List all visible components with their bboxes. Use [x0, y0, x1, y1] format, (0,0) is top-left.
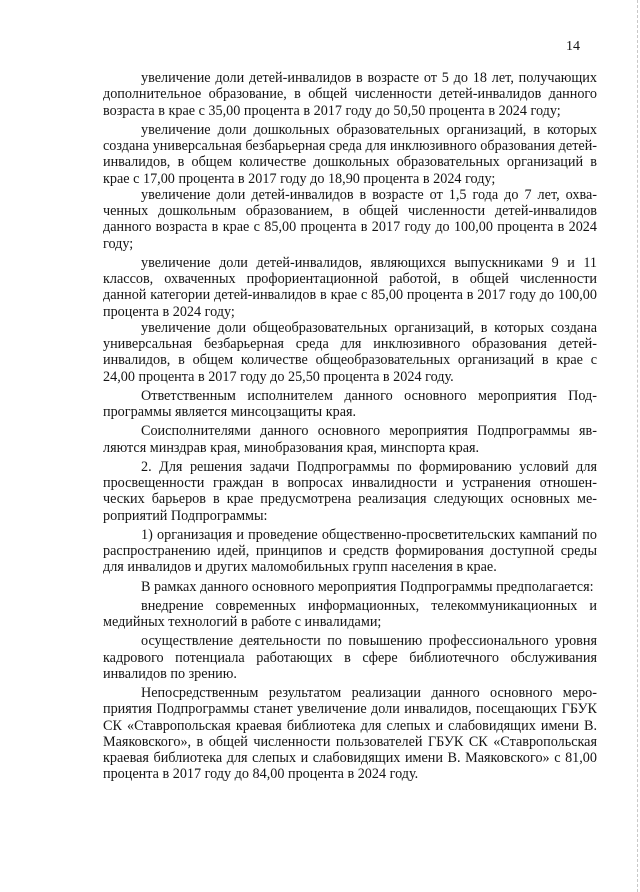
- paragraph-8: 2. Для решения задачи Подпрограммы по формированию условий для просвещенности граждан в вопросах инвалидности и устранения отношенческих барьеров в крае предусмотрена реализация следующих основных мероприятий Подпрограммы:: [103, 458, 597, 524]
- paragraph-11: внедрение современных информационных, телекоммуникационных и медийных технологий в работе с инвалидами;: [103, 597, 597, 630]
- paragraph-12: осуществление деятельности по повышению профессионального уровня кадрового потенциала работающих в сфере библиотечного обслуживания инвалидов по зрению.: [103, 633, 597, 682]
- scan-edge-line: [636, 0, 638, 892]
- paragraph-3: увеличение доли детей-инвалидов в возрасте от 1,5 года до 7 лет, охваченных дошкольным образованием, в общей численности детей-инвалидов данного возраста в крае с 85,00 процента в 2017 году до 100,00 процента в 2024 году;: [103, 186, 597, 252]
- paragraph-7: Соисполнителями данного основного мероприятия Подпрограммы являются минздрав края, минобразования края, минспорта края.: [103, 423, 597, 456]
- paragraph-1: увеличение доли детей-инвалидов в возрасте от 5 до 18 лет, получающих дополнительное образование, в общей численности детей-инвалидов данного возраста в крае с 35,00 процента в 2017 году до 50,50 процента в 2024 году;: [103, 70, 597, 119]
- paragraph-13: Непосредственным результатом реализации данного основного мероприятия Подпрограммы станет увеличение доли инвалидов, посещающих ГБУК СК «Ставропольская краевая библиотека для слепых и слабовидящих имени В. Маяковского», в общей численности пользователей ГБУК СК «Ставропольская краевая библиотека для слепых и слабовидящих имени В. Маяковского» с 81,00 процента в 2017 году до 84,00 процента в 2024 году.: [103, 685, 597, 783]
- paragraph-10: В рамках данного основного мероприятия Подпрограммы предполагается:: [141, 578, 594, 595]
- paragraph-4: увеличение доли детей-инвалидов, являющихся выпускниками 9 и 11 классов, охваченных профориентационной работой, в общей численности данной категории детей-инвалидов в крае с 85,00 процента в 2017 году до 100,00 процента в 2024 году;: [103, 254, 597, 320]
- paragraph-5: увеличение доли общеобразовательных организаций, в которых создана универсальная безбарьерная среда для инклюзивного образования детей-инвалидов, в общем количестве общеобразовательных организаций в крае с 24,00 процента в 2017 году до 25,50 процента в 2024 году.: [103, 319, 597, 385]
- document-body: [103, 70, 597, 783]
- paragraph-6: Ответственным исполнителем данного основного мероприятия Подпрограммы является минсоцзащиты края.: [103, 387, 597, 420]
- paragraph-9: 1) организация и проведение общественно-просветительских кампаний по распространению идей, принципов и средств формирования доступной среды для инвалидов и других маломобильных групп населения в крае.: [103, 526, 597, 576]
- paragraph-2: увеличение доли дошкольных образовательных организаций, в которых создана универсальная безбарьерная среда для инклюзивного образования детей-инвалидов, в общем количестве дошкольных образовательных организаций в крае с 17,00 процента в 2017 году до 18,90 процента в 2024 году;: [103, 121, 598, 187]
- page-number: 14: [566, 39, 580, 54]
